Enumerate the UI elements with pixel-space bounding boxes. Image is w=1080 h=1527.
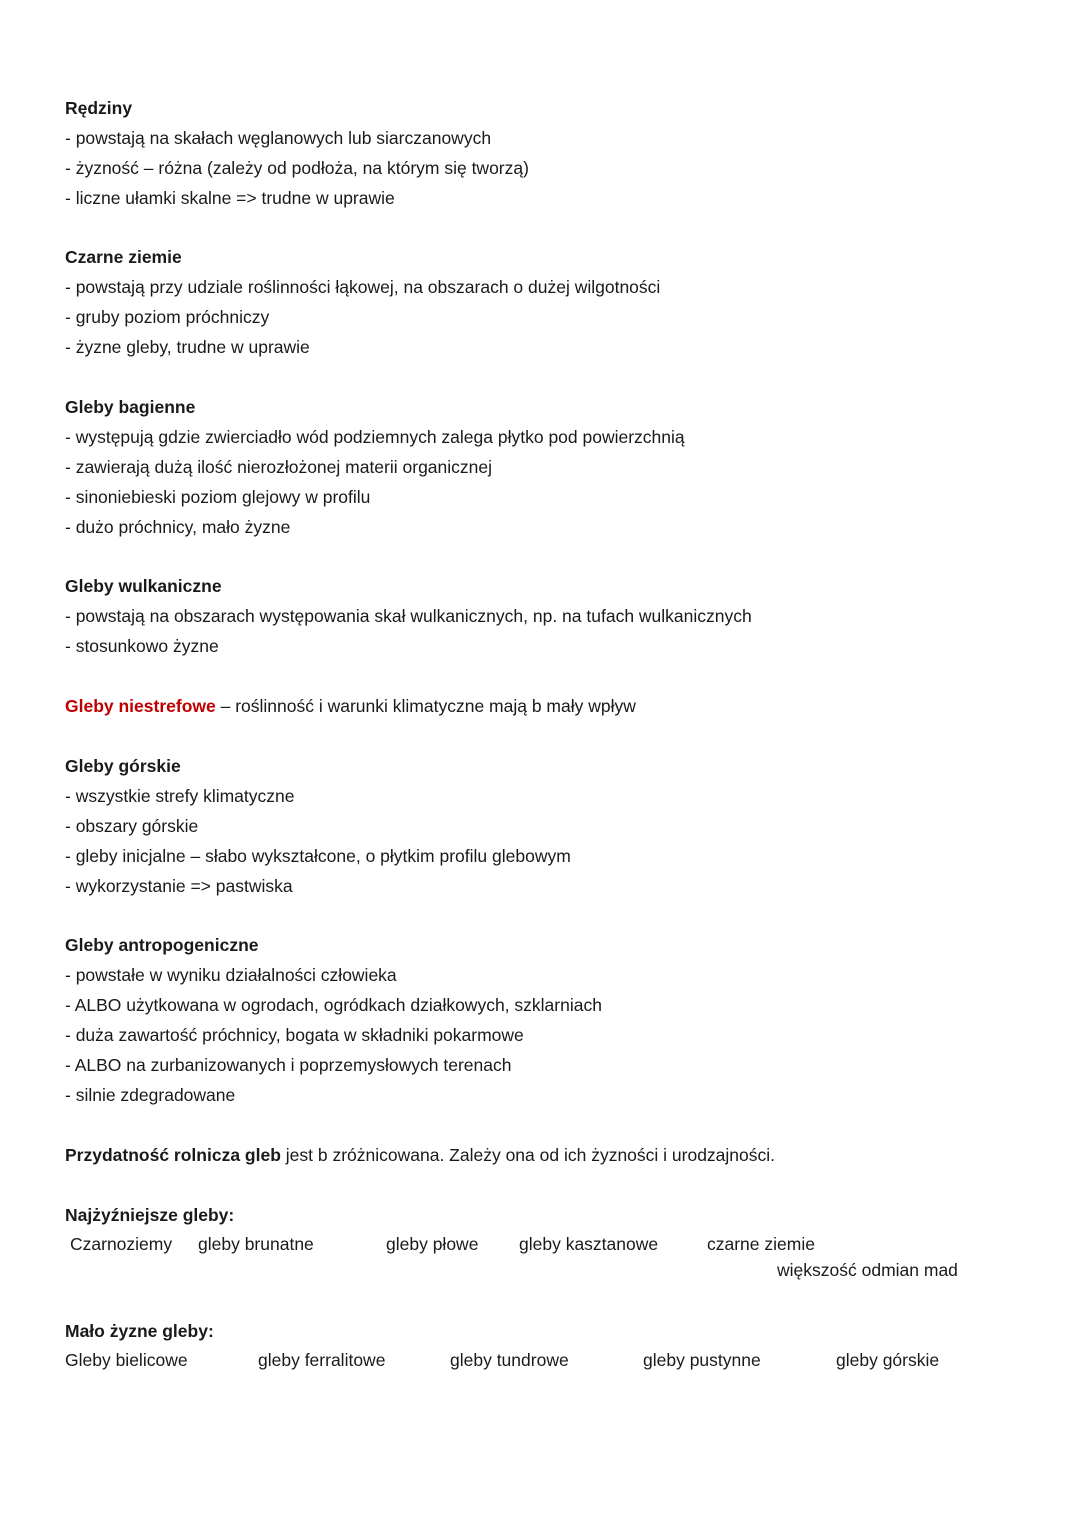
list-item: - ALBO na zurbanizowanych i poprzemysłowych terenach	[65, 1055, 512, 1075]
list-item: czarne ziemie	[707, 1234, 815, 1254]
list-item: - duża zawartość próchnicy, bogata w składniki pokarmowe	[65, 1025, 524, 1045]
usefulness-term: Przydatność rolnicza gleb	[65, 1145, 281, 1165]
section-title: Gleby górskie	[65, 756, 181, 776]
azonal-term: Gleby niestrefowe	[65, 696, 216, 716]
list-item: - powstają na skałach węglanowych lub siarczanowych	[65, 128, 492, 148]
list-item: - żyzne gleby, trudne w uprawie	[65, 337, 310, 357]
list-item: - obszary górskie	[65, 816, 199, 836]
list-item: - gruby poziom próchniczy	[65, 307, 270, 327]
list-item: większość odmian mad	[777, 1260, 958, 1280]
azonal-description: – roślinność i warunki klimatyczne mają b mały wpływ	[215, 696, 636, 716]
section-gleby-antropogeniczne	[65, 930, 602, 1110]
list-item: - powstają przy udziale roślinności łąkowej, na obszarach o dużej wilgotności	[65, 277, 661, 297]
list-item: Gleby bielicowe	[65, 1350, 188, 1370]
list-item: Czarnoziemy	[70, 1234, 173, 1254]
least-fertile-title: Mało żyzne gleby:	[65, 1321, 214, 1341]
section-title: Czarne ziemie	[65, 247, 182, 267]
section-gleby-gorskie	[65, 751, 571, 901]
section-title: Gleby bagienne	[65, 397, 196, 417]
list-item: gleby brunatne	[198, 1234, 314, 1254]
list-item: - wszystkie strefy klimatyczne	[65, 786, 295, 806]
section-title: Gleby antropogeniczne	[65, 935, 259, 955]
list-item: gleby pustynne	[643, 1350, 761, 1370]
list-item: - zawierają dużą ilość nierozłożonej materii organicznej	[65, 457, 493, 477]
list-item: gleby górskie	[836, 1350, 940, 1370]
list-item: gleby płowe	[386, 1234, 479, 1254]
list-item: - powstają na obszarach występowania skał wulkanicznych, np. na tufach wulkanicznych	[65, 606, 752, 626]
list-item: gleby tundrowe	[450, 1350, 569, 1370]
list-item: - dużo próchnicy, mało żyzne	[65, 517, 291, 537]
section-gleby-wulkaniczne	[65, 571, 752, 661]
section-title: Gleby wulkaniczne	[65, 576, 222, 596]
section-title: Rędziny	[65, 98, 133, 118]
list-item: - wykorzystanie => pastwiska	[65, 876, 293, 896]
azonal-definition	[65, 691, 636, 721]
list-item: gleby kasztanowe	[519, 1234, 659, 1254]
section-gleby-bagienne	[65, 392, 685, 542]
list-item: - liczne ułamki skalne => trudne w uprawie	[65, 188, 395, 208]
section-redziny	[65, 93, 529, 213]
most-fertile-title: Najżyźniejsze gleby:	[65, 1205, 235, 1225]
list-item: - silnie zdegradowane	[65, 1085, 236, 1105]
section-czarne-ziemie	[65, 242, 660, 362]
list-item: - stosunkowo żyzne	[65, 636, 219, 656]
list-item: - sinoniebieski poziom glejowy w profilu	[65, 487, 371, 507]
list-item: - żyzność – różna (zależy od podłoża, na którym się tworzą)	[65, 158, 529, 178]
list-item: gleby ferralitowe	[258, 1350, 386, 1370]
list-item: - gleby inicjalne – słabo wykształcone, o płytkim profilu glebowym	[65, 846, 571, 866]
list-item: - występują gdzie zwierciadło wód podziemnych zalega płytko pod powierzchnią	[65, 427, 685, 447]
usefulness-description: jest b zróżnicowana. Zależy ona od ich żyzności i urodzajności.	[280, 1145, 776, 1165]
list-item: - powstałe w wyniku działalności człowieka	[65, 965, 397, 985]
list-item: - ALBO użytkowana w ogrodach, ogródkach działkowych, szklarniach	[65, 995, 602, 1015]
usefulness-paragraph	[65, 1140, 775, 1170]
